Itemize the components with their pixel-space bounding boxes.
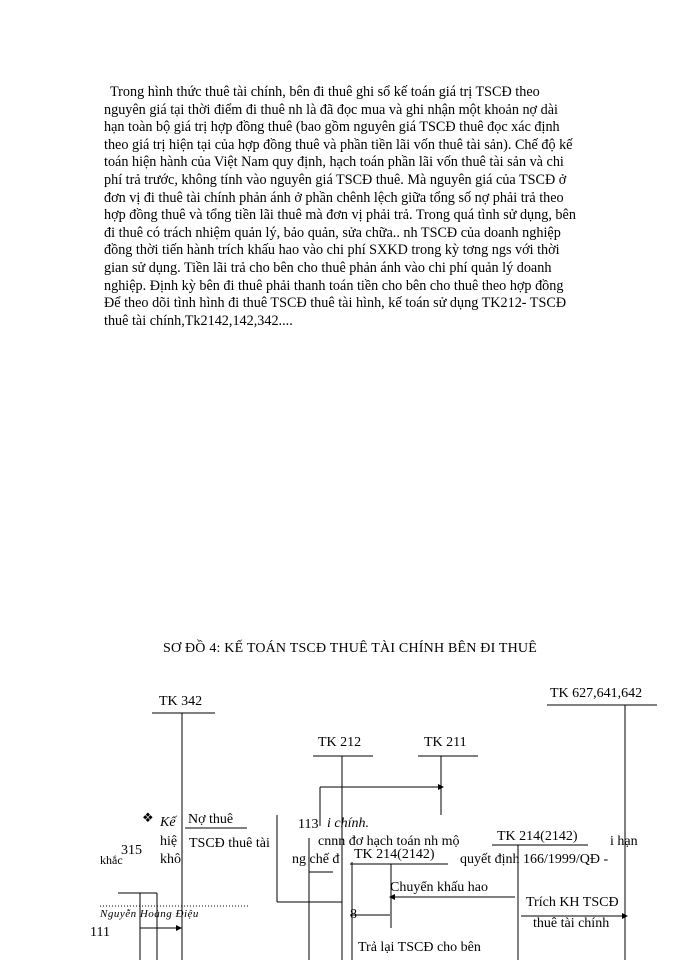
diagram-title: SƠ ĐỒ 4: KẾ TOÁN TSCĐ THUÊ TÀI CHÍNH BÊN ĐI THUÊ <box>163 641 537 656</box>
label-trich-kh-2: thuê tài chính <box>533 916 610 931</box>
account-tk214-right: TK 214(2142) <box>497 829 578 844</box>
account-tk211: TK 211 <box>424 735 467 750</box>
account-8: 8 <box>350 907 357 922</box>
fragment-kho: khô <box>160 852 181 867</box>
fragment-i-chinh: i chính. <box>327 816 369 831</box>
paragraph-line: đồng thời tiến hành trích khấu hao vào chi phí SXKD trong kỳ tơng ngs với thời <box>104 242 560 259</box>
label-trich-kh-1: Trích KH TSCĐ <box>526 895 619 910</box>
account-tk627: TK 627,641,642 <box>550 686 643 701</box>
account-tk214-middle: TK 214(2142) <box>354 847 435 862</box>
paragraph-line: đi thuê có trách nhiệm quản lý, bảo quản, sửa chữa.. nh TSCĐ của doanh nghiệp <box>104 224 561 241</box>
author-footer: Nguyễn Hoàng Điệu <box>100 908 199 920</box>
account-tk212: TK 212 <box>318 735 362 750</box>
paragraph-line: đơn vị đi thuê tài chính phản ánh ở phần chênh lệch giữa tổng số nợ phải trả theo <box>104 189 564 206</box>
paragraph-line: toán hiện hành của Việt Nam quy định, hạch toán phần lãi vốn thuê tài sản và chi <box>104 154 564 171</box>
bullet-icon: ❖ <box>142 810 154 825</box>
page-number-111: 111 <box>90 925 110 940</box>
fragment-quyet-dinh: quyết định 166/1999/QĐ - <box>460 852 609 867</box>
label-tscd-thue-tai: TSCĐ thuê tài <box>189 836 270 851</box>
account-tk342: TK 342 <box>159 694 203 709</box>
fragment-khac: khắc <box>100 853 123 867</box>
fragment-cnnn: cnnn đơ hạch toán nh mộ <box>318 834 460 849</box>
account-113: 113 <box>298 817 319 832</box>
label-chuyen-khau-hao: Chuyển khấu hao <box>390 880 488 895</box>
fragment-hie: hiệ <box>160 834 178 849</box>
fragment-ng-che: ng chế đ <box>292 852 340 867</box>
paragraph-line: thuê tài chính,Tk2142,142,342.... <box>104 312 293 329</box>
paragraph-line: hợp đồng thuê và tổng tiền lãi thuê mà đơn vị phải trả. Trong quá tình sử dụng, bên <box>104 207 576 224</box>
paragraph-line: Trong hình thức thuê tài chính, bên đi thuê ghi sổ kế toán giá trị TSCĐ theo <box>110 84 540 100</box>
label-no-thue: Nợ thuê <box>188 812 234 827</box>
fragment-han: i hạn <box>610 834 638 849</box>
paragraph-line: gian sử dụng. Tiền lãi trả cho bên cho thuê phản ánh vào chi phí quản lý doanh <box>104 259 552 276</box>
account-315: 315 <box>121 843 142 858</box>
label-tra-lai: Trả lại TSCĐ cho bên <box>358 940 481 955</box>
paragraph-line: nghiệp. Định kỳ bên đi thuê phải thanh toán tiền cho bên cho thuê theo hợp đồng <box>104 277 564 294</box>
paragraph-line: Để theo dõi tình hình đi thuê TSCĐ thuê tài hình, kế toán sử dụng TK212- TSCĐ <box>104 295 567 312</box>
paragraph-line: nguyên giá tại thời điểm đi thuê nh là đã đọc mua và ghi nhận một khoản nợ dài <box>104 101 558 118</box>
fragment-ke: Kế <box>160 815 176 830</box>
paragraph-line: theo giá trị hiện tại của hợp đồng thuê và phần tiền lãi vốn thuê tài sản). Chế độ kế <box>104 136 573 153</box>
paragraph-line: phí trả trước, không tính vào nguyên giá TSCĐ thuê. Mà nguyên giá của TSCĐ ở <box>104 171 567 188</box>
paragraph-line: hạn toàn bộ giá trị hợp đồng thuê (bao gồm nguyên giá TSCĐ thuê đọc xác định <box>104 119 560 136</box>
